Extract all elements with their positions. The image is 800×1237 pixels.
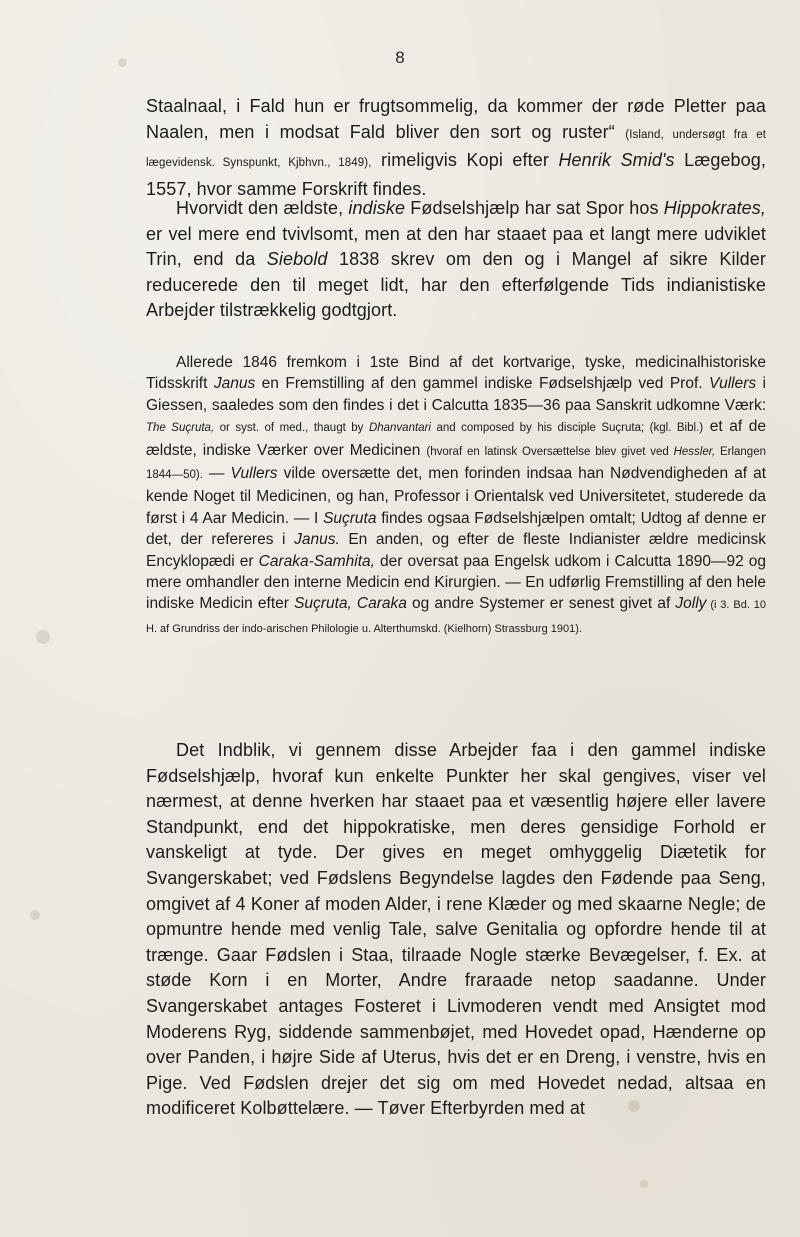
p3-work-b: and composed by his disciple Suçruta; (kgl. Bibl.) bbox=[430, 422, 704, 435]
p2-text-c: er vel mere end tvivlsomt, men at den har staaet paa et langt mere udviklet Trin, end da bbox=[146, 223, 766, 270]
p3-vullers-2: Vullers bbox=[230, 465, 278, 483]
paragraph-1 bbox=[146, 94, 766, 202]
p3-janus-2: Janus. bbox=[294, 531, 340, 549]
paragraph-2 bbox=[146, 196, 766, 324]
p3-text-b: en Fremstilling af den gammel indiske Fødselshjælp ved Prof. bbox=[255, 375, 710, 393]
p3-note-b: Erlangen 1844—50). bbox=[146, 445, 766, 482]
p1-text: Staalnaal, i Fald hun er frugtsommelig, da kommer der røde Pletter paa Naalen, men i modsat Fald bliver den sort og ruster“ bbox=[146, 96, 766, 142]
p3-sucruta: Suçruta bbox=[323, 509, 377, 527]
paragraph-4 bbox=[146, 738, 766, 1122]
p3-reference: (i 3. Bd. 10 H. af Grundriss der indo-arischen Philologie u. Alterthumskd. (Kielhorn) Strassburg 1901). bbox=[146, 599, 766, 635]
paper-stain bbox=[30, 910, 40, 920]
p3-text-i: der oversat paa Engelsk udkom i Calcutta 1890—92 og mere omhandler den interne Medicin end Kirurgien. — En udførlig Fremstilling af den hele indiske Medicin efter bbox=[146, 552, 766, 613]
paper-stain bbox=[640, 1180, 648, 1188]
p3-note-a: (hvoraf en latinsk Oversættelse blev givet ved bbox=[426, 445, 674, 458]
p3-dhanvantari: Dhanvantari bbox=[368, 422, 431, 435]
p3-work-title: The Suçruta, bbox=[146, 422, 215, 435]
p3-work bbox=[146, 422, 703, 434]
p2-text-b: Fødselshjælp har sat Spor hos bbox=[405, 198, 664, 218]
p1-author: Henrik Smid's bbox=[558, 150, 675, 171]
page-number: 8 bbox=[395, 48, 405, 67]
p3-hessler: Hessler, bbox=[673, 445, 716, 458]
p2-hippokrates: Hippokrates, bbox=[663, 198, 766, 218]
p2-text-d: 1838 skrev om den og i Mangel af sikre Kilder reducerede den til meget lidt, har den efterfølgende Tids indianistiske Arbejder tilstrækkelig godtgjort. bbox=[146, 249, 766, 321]
p3-vullers: Vullers bbox=[709, 375, 757, 393]
p4-text: Det Indblik, vi gennem disse Arbejder faa i den gammel indiske Fødselshjælp, hvoraf kun enkelte Punkter her skal gengives, viser vel nærmest, at denne hverken har staaet paa et væsentlig højere eller lavere Standpunkt, end det hippokratiske, men deres gensidige Forhold er vanskeligt at tyde. Der gives en meget omhyggelig Diætetik for Svangerskabet; ved Fødslens Begyndelse lagdes den Fødende paa Seng, omgivet af 4 Koner af moden Alder, i rene Klæder og med skaarne Negle; de opmuntre hende med venlig Tale, salve Genitalia og opfordre hende til at trænge. Gaar Fødslen i Staa, tilraade Nogle stærke Bevægelser, f. Ex. at støde Korn i en Morter, Andre fraraade netop saadanne. Under Svangerskabet antages Fosteret i Livmoderen vendt med Ansigtet mod Moderens Ryg, siddende sammenbøjet, med Hovedet opad, Hænderne op over Panden, i højre Side af Uterus, hvis det er en Dreng, i venstre, hvis en Pige. Ved Fødslen drejer det sig om med Hovedet nedad, altsaa en modificeret Kolbøttelære. — Tøver Efterbyrden med at bbox=[146, 740, 766, 1119]
p3-janus: Janus bbox=[213, 375, 256, 393]
p1-text-b: rimeligvis Kopi efter bbox=[371, 150, 559, 171]
p2-text: Hvorvidt den ældste, bbox=[176, 198, 349, 218]
p3-text-e: — bbox=[202, 465, 231, 483]
p3-text-j: og andre Systemer er senest givet af bbox=[406, 595, 676, 613]
p2-siebold: Siebold bbox=[266, 249, 328, 270]
p3-text-d: et af de ældste, indiske Værker over Medicinen bbox=[146, 418, 767, 459]
p3-text-h: En anden, og efter de fleste Indianister ældre medicinsk Encyklopædi er bbox=[146, 531, 766, 570]
p3-caraka-samhita: Caraka-Samhita, bbox=[258, 552, 375, 570]
paper-stain bbox=[36, 630, 50, 644]
p3-text-g: findes ogsaa Fødselshjælpen omtalt; Udtog af denne er det, der refereres i bbox=[146, 509, 766, 549]
p3-work-a: or syst. of med., thaugt by bbox=[214, 422, 369, 435]
p3-jolly: Jolly bbox=[675, 595, 707, 613]
p3-text-c: i Giessen, saaledes som den findes i det i Calcutta 1835—36 paa Sanskrit udkomne Værk: bbox=[146, 375, 767, 414]
p3-text: Allerede 1846 fremkom i 1ste Bind af det kortvarige, tyske, medicinalhistoriske Tidsskrift bbox=[146, 354, 766, 393]
p1-reference: (Island, undersøgt fra et lægevidensk. Synspunkt, Kjbhvn., 1849), bbox=[146, 128, 766, 170]
p3-sucruta-caraka: Suçruta, Caraka bbox=[294, 595, 407, 613]
p1-text-c: Lægebog, 1557, hvor samme Forskrift findes. bbox=[146, 150, 766, 199]
paragraph-3 bbox=[146, 352, 766, 640]
p3-text-f: vilde oversætte det, men forinden indsaa han Nødvendigheden af at kende Noget til Medicinen, og han, Professor i Orientalsk ved Universitetet, studerede da først i 4 Aar Medicin. — I bbox=[146, 465, 766, 527]
p2-indiske: indiske bbox=[348, 198, 406, 218]
